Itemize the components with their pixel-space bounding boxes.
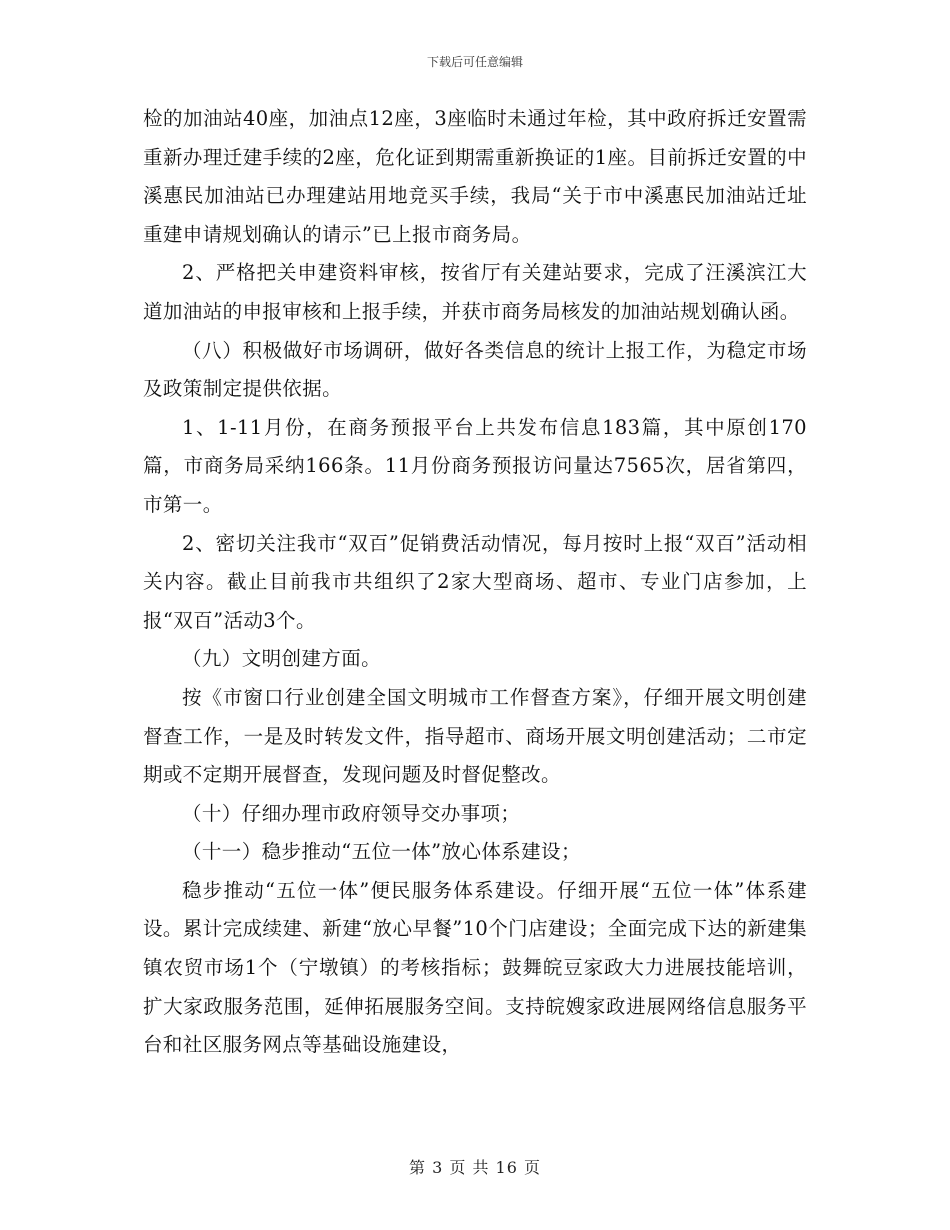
paragraph-7: 按《市窗口行业创建全国文明城市工作督查方案》，仔细开展文明创建督查工作，一是及时转发文件，指导超市、商场开展文明创建活动；二市定期或不定期开展督查，发现问题及时督促整改。	[143, 685, 807, 787]
body-content	[143, 100, 807, 1065]
paragraph-5: 2、密切关注我市“双百”促销费活动情况，每月按时上报“双百”活动相关内容。截止目前我市共组织了2家大型商场、超市、专业门店参加，上报“双百”活动3个。	[143, 531, 807, 632]
paragraph-4: 1、1-11月份，在商务预报平台上共发布信息183篇，其中原创170篇，市商务局采纳166条。11月份商务预报访问量达7565次，居省第四，市第一。	[143, 415, 807, 516]
paragraph-9: （十一）稳步推动“五位一体”放心体系建设；	[182, 840, 581, 864]
header-note: 下载后可任意编辑	[426, 55, 523, 69]
paragraph-2: 2、严格把关申建资料审核，按省厅有关建站要求，完成了汪溪滨江大道加油站的申报审核和上报手续，并获市商务局核发的加油站规划确认函。	[143, 261, 807, 323]
paragraph-1: 检的加油站40座，加油点12座，3座临时未通过年检，其中政府拆迁安置需重新办理迁建手续的2座，危化证到期需重新换证的1座。目前拆迁安置的中溪惠民加油站已办理建站用地竞买手续，我局“关于市中溪惠民加油站迁址重建申请规划确认的请示”已上报市商务局。	[143, 107, 807, 246]
page-number: 第 3 页 共 16 页	[409, 1158, 541, 1177]
paragraph-6: （九）文明创建方面。	[182, 647, 382, 671]
paragraph-3: （八）积极做好市场调研，做好各类信息的统计上报工作，为稳定市场及政策制定提供依据。	[143, 338, 807, 401]
paragraph-10: 稳步推动“五位一体”便民服务体系建设。仔细开展“五位一体”体系建设。累计完成续建、新建“放心早餐”10个门店建设；全面完成下达的新建集镇农贸市场1个（宁墩镇）的考核指标；鼓舞皖豆家政大力进展技能培训，扩大家政服务范围，延伸拓展服务空间。支持皖嫂家政进展网络信息服务平台和社区服务网点等基础设施建设，	[143, 878, 807, 1057]
paragraph-8: （十）仔细办理市政府领导交办事项；	[182, 801, 521, 825]
